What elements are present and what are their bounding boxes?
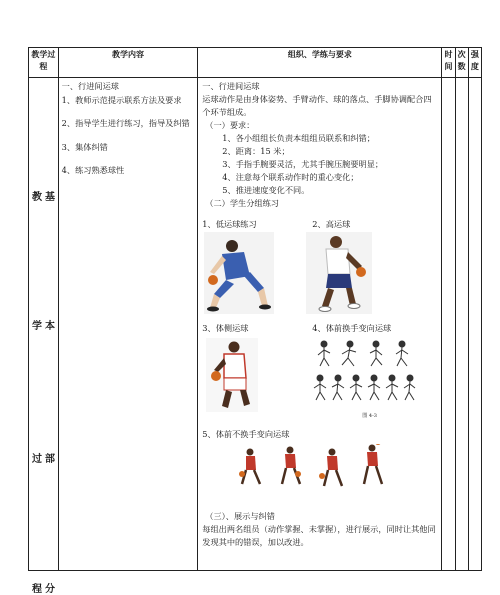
organization-cell xyxy=(198,78,442,571)
process-char: 学 xyxy=(32,321,42,332)
low-dribble-photo xyxy=(204,232,274,314)
part-char: 本 xyxy=(45,321,55,332)
figure-label: 4、体前换手变向运球 xyxy=(312,323,392,333)
figure-label: 5、体前不换手变向运球 xyxy=(202,429,290,439)
header-process: 教学过程 xyxy=(29,48,59,78)
content-cell xyxy=(58,78,198,571)
content-item: 3、集体纠错 xyxy=(61,141,108,152)
crossover-diagram xyxy=(312,338,417,414)
requirement-item: 5、推进速度变化不同。 xyxy=(222,185,310,195)
high-dribble-photo xyxy=(306,232,372,314)
part-char: 基 xyxy=(45,192,55,203)
requirements-title: （一）要求： xyxy=(205,120,255,130)
content-item: 一、行进间运球 xyxy=(61,81,119,91)
count-cell xyxy=(455,78,468,571)
content-item: 2、指导学生进行练习，指导及纠错 xyxy=(61,118,190,128)
header-count: 次数 xyxy=(455,48,468,78)
display-text: 每组出两名组员（动作掌握、未掌握），进行展示，同时让其他同发现其中的错误，加以改进。 xyxy=(202,524,436,547)
table-header-row xyxy=(29,48,482,78)
figures-area xyxy=(202,218,438,510)
org-title: 一、行进间运球 xyxy=(202,81,260,91)
time-cell xyxy=(442,78,455,571)
process-cell xyxy=(29,78,59,595)
content-item: 4、练习熟悉球性 xyxy=(61,165,125,175)
header-time: 时间 xyxy=(442,48,455,78)
part-char: 部 xyxy=(45,454,55,465)
requirement-item: 2、距离：15 米； xyxy=(222,146,290,156)
header-organization: 组织、学练与要求 xyxy=(198,48,442,78)
requirement-item: 4、注意每个联系动作时的重心变化； xyxy=(222,172,359,182)
display-title: （三）、展示与纠错 xyxy=(205,511,275,521)
header-content: 教学内容 xyxy=(58,48,198,78)
lesson-plan-table xyxy=(28,47,482,595)
figure-label: 2、高运球 xyxy=(312,219,351,229)
figure-caption: 图 4-3 xyxy=(362,413,377,419)
process-char: 教 xyxy=(32,192,42,203)
group-practice-title: （二）学生分组练习 xyxy=(205,198,279,208)
part-char: 分 xyxy=(45,584,55,595)
content-item: 1、教师示范提示联系方法及要求 xyxy=(61,94,182,105)
org-intro: 运球动作是由身体姿势、手臂动作、球的落点、手脚协调配合四个环节组成。 xyxy=(202,94,432,117)
requirement-item: 3、手指手腕要灵活，尤其手腕压腕要明显； xyxy=(222,159,384,169)
table-body-row xyxy=(29,78,482,571)
no-switch-crossover-photo xyxy=(238,444,398,492)
figure-label: 3、体侧运球 xyxy=(202,323,249,333)
requirement-item: 1、各小组组长负责本组组员联系和纠错； xyxy=(222,133,375,143)
header-intensity: 强度 xyxy=(468,48,481,78)
process-char: 程 xyxy=(32,584,42,595)
process-char: 过 xyxy=(32,454,42,465)
intensity-cell xyxy=(468,78,481,571)
side-dribble-photo xyxy=(206,338,258,412)
figure-label: 1、低运球练习 xyxy=(202,219,257,229)
